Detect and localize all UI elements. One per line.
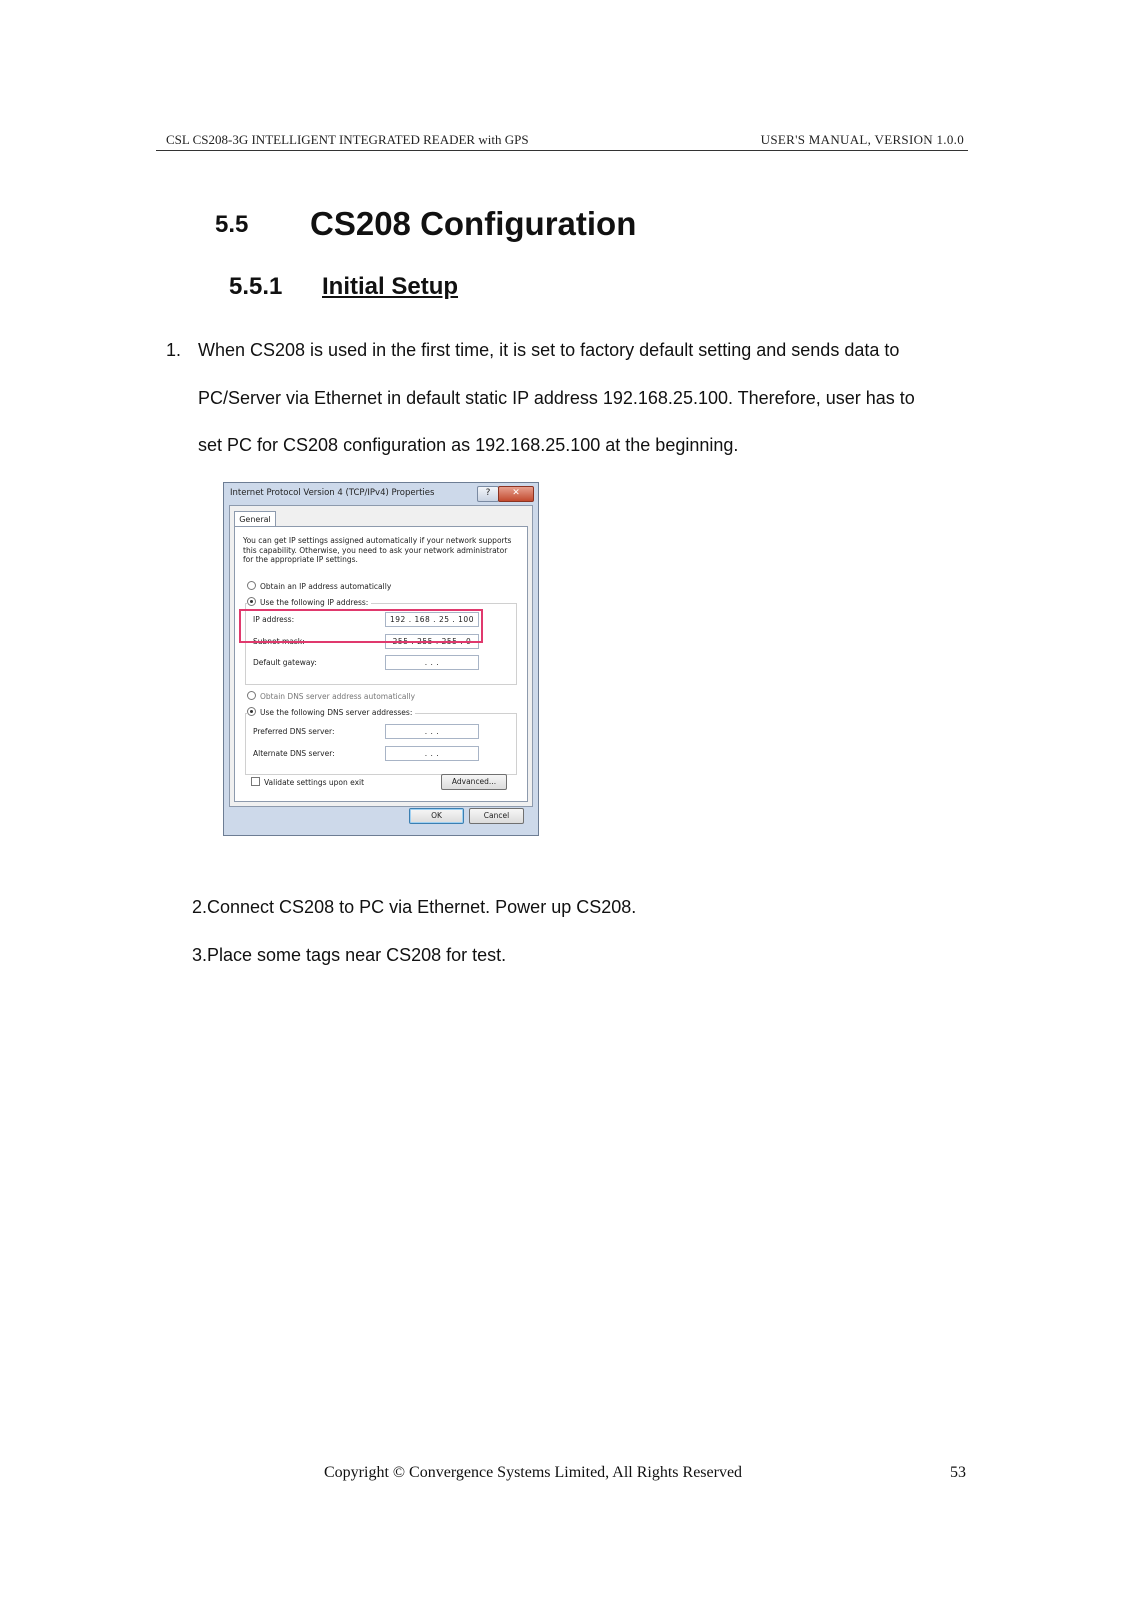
radio-selected-icon [247, 707, 256, 716]
use-ip-label: Use the following IP address: [260, 598, 369, 607]
subsection-heading [229, 273, 458, 301]
step-3: 3.Place some tags near CS208 for test. [192, 945, 507, 965]
ip-highlight-box [239, 609, 483, 643]
checkbox-icon [251, 777, 260, 786]
footer-copyright: Copyright © Convergence Systems Limited, All Rights Reserved [324, 1464, 743, 1481]
header-manual-version: USER'S MANUAL, VERSION 1.0.0 [760, 132, 964, 147]
step-2: 2.Connect CS208 to PC via Ethernet. Power up CS208. [192, 897, 637, 917]
obtain-ip-option [247, 581, 391, 591]
header-product-title: CSL CS208-3G INTELLIGENT INTEGRATED READER with GPS [166, 132, 529, 147]
use-dns-option [247, 707, 415, 717]
radio-selected-icon [247, 597, 256, 606]
step-1-number: 1. [166, 340, 182, 360]
radio-icon [247, 581, 256, 590]
close-icon: ✕ [498, 486, 534, 502]
preferred-dns-field: . . . [385, 724, 479, 739]
help-icon: ? [477, 486, 499, 502]
section-number: 5.5 [215, 211, 249, 238]
use-ip-option [247, 597, 371, 607]
ip-address-label: IP address: [253, 615, 295, 624]
subsection-title: Initial Setup [322, 273, 459, 300]
tab-general: General [234, 511, 276, 528]
cancel-button: Cancel [469, 808, 524, 824]
subnet-mask-label: Subnet mask: [253, 637, 305, 646]
step-1 [166, 327, 966, 470]
step-1-line-3: set PC for CS208 configuration as 192.168.25.100 at the beginning. [198, 435, 739, 455]
page-header [156, 130, 968, 151]
dialog-body [229, 505, 533, 807]
dialog-title: Internet Protocol Version 4 (TCP/IPv4) Properties [230, 488, 435, 498]
alternate-dns-field: . . . [385, 746, 479, 761]
static-dns-group [245, 713, 517, 775]
step-1-line-2: PC/Server via Ethernet in default static IP address 192.168.25.100. Therefore, user has to [198, 387, 915, 408]
use-dns-label: Use the following DNS server addresses: [260, 708, 413, 717]
preferred-dns-label: Preferred DNS server: [253, 727, 335, 736]
ip-address-field: 192 . 168 . 25 . 100 [385, 612, 479, 627]
default-gateway-field: . . . [385, 655, 479, 670]
default-gateway-label: Default gateway: [253, 658, 317, 667]
obtain-dns-option [247, 691, 415, 701]
page-number: 53 [950, 1464, 966, 1481]
validate-checkbox [251, 777, 364, 787]
tcpip-properties-dialog-screenshot [223, 482, 539, 836]
obtain-ip-label: Obtain an IP address automatically [260, 582, 392, 591]
advanced-button: Advanced... [441, 774, 507, 790]
alternate-dns-label: Alternate DNS server: [253, 749, 335, 758]
general-panel [234, 526, 528, 802]
validate-label: Validate settings upon exit [264, 778, 365, 787]
obtain-dns-label: Obtain DNS server address automatically [260, 692, 416, 701]
section-title: CS208 Configuration [310, 205, 637, 242]
radio-icon [247, 691, 256, 700]
subsection-number: 5.5.1 [229, 273, 283, 300]
ok-button: OK [409, 808, 464, 824]
dialog-intro-text: You can get IP settings assigned automatically if your network supports this capability. Otherwise, you need to ask your network administrator for the appropriate IP settings. [243, 536, 512, 564]
subnet-mask-field: 255 . 255 . 255 . 0 [385, 634, 479, 649]
section-heading [215, 205, 636, 243]
step-1-line-1: When CS208 is used in the first time, it is set to factory default setting and sends data to [198, 340, 900, 360]
